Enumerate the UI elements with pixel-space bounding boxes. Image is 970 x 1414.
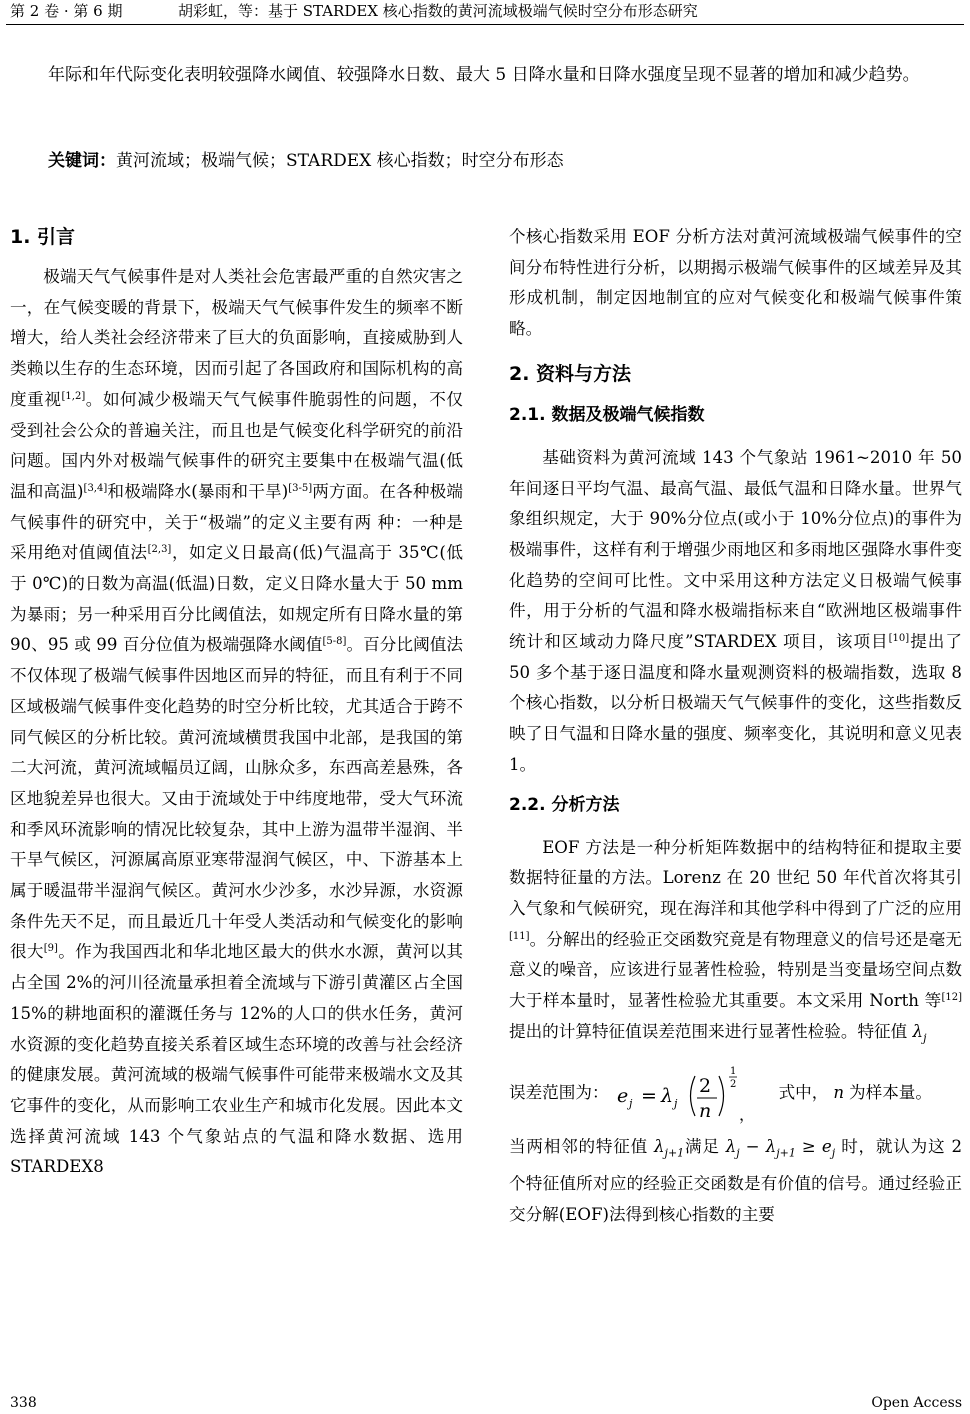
- introduction-continued: 个核心指数采用 EOF 分析方法对黄河流域极端气候事件的空间分布特性进行分析，以期揭示极端气候事件的区域差异及其形成机制，制定因地制宜的应对气候变化和极端气候事件策略。: [509, 227, 962, 339]
- page-footer: [0, 1392, 970, 1414]
- svg-text:j: j: [628, 1096, 632, 1110]
- method-paragraph: [509, 833, 962, 1054]
- keywords-text: 黄河流域；极端气候；STARDEX 核心指数；时空分布形态: [116, 151, 564, 171]
- method-text-3: 提出的计算特征值误差范围来进行显著性检验。特征值: [509, 1021, 913, 1041]
- citation-2-3: [2,3]: [147, 544, 172, 556]
- svg-text:，: ，: [738, 1104, 755, 1124]
- criterion-text-2: 满足: [684, 1136, 726, 1156]
- header-rule: [6, 24, 964, 25]
- criterion-text-1: 当两相邻的特征值: [509, 1136, 654, 1156]
- svg-text:1: 1: [729, 1065, 736, 1077]
- svg-text:2: 2: [698, 1074, 711, 1097]
- page-number: 338: [10, 1395, 37, 1411]
- subsection-2-1-title: 2.1. 数据及极端气候指数: [509, 404, 705, 425]
- north-error-formula: [613, 1062, 763, 1126]
- introduction-paragraph: [10, 262, 463, 1183]
- error-range-formula: [509, 1062, 962, 1126]
- svg-text:2: 2: [729, 1078, 736, 1090]
- citation-11: [11]: [509, 930, 530, 942]
- running-title: 胡彩虹，等：基于 STARDEX 核心指数的黄河流域极端气候时空分布形态研究: [178, 2, 698, 20]
- svg-text:=: =: [640, 1084, 657, 1107]
- formula-lead: 误差范围为：: [509, 1083, 609, 1103]
- intro-text-5: ，如定义日最高(低)气温高于 35℃(低于 0℃)的日数为高温(低温)日数，定义日降水量大于 50 mm 为暴雨；另一种采用百分比阈值法，如规定所有日降水量的第 90、95 或 99 百分位值为极端强降水阈值: [10, 543, 464, 655]
- sample-size-n: n: [833, 1083, 845, 1103]
- journal-issue: 第 2 卷 · 第 6 期: [10, 2, 123, 20]
- intro-text-1: 极端天气气候事件是对人类社会危害最严重的自然灾害之一，在气候变暖的背景下，极端天气气候事件发生的频率不断增大，给人类社会经济带来了巨大的负面影响，直接威胁到人类赖以生存的生态环境，因而引起了各国政府和国际机构的高度重视: [10, 267, 463, 409]
- lambda-j-plus-1: $\lambda_{j+1}$: [654, 1136, 685, 1160]
- abstract-tail: 年际和年代际变化表明较强降水阈值、较强降水日数、最大 5 日降水量和日降水强度呈现不显著的增加和减少趋势。: [48, 65, 920, 85]
- intro-text-2: 。如何减少极端天气气候事件脆弱性的问题，不仅受到社会公众的普遍关注，而且也是气候变化科学研究的前沿问题。国内外对极端气候事件的研究主要集中在极端气温(低温和高温): [10, 389, 464, 501]
- intro-text-4: 两方面。在各种极端气候事件的研究中，关于“极端”的定义主要有两 种：一种是采用绝对值阈值法: [10, 481, 464, 563]
- method-text-1: EOF 方法是一种分析矩阵数据中的结构特征和提取主要数据特征量的方法。Lorenz 在 20 世纪 50 年代首次将其引入气象和气候研究，现在海洋和其他学科中得到了广泛的应用: [509, 837, 962, 918]
- formula-tail-1: 式中，: [778, 1083, 829, 1103]
- formula-tail-2: 为样本量。: [849, 1083, 932, 1103]
- subsection-2-2-title: 2.2. 分析方法: [509, 794, 620, 815]
- keywords: [48, 146, 948, 176]
- citation-3-5: [3-5]: [288, 482, 313, 494]
- citation-3-4: [3,4]: [83, 482, 108, 494]
- svg-text:n: n: [698, 1099, 711, 1122]
- svg-text:e: e: [616, 1084, 628, 1107]
- intro-text-7: 。作为我国西北和华北地区最大的供水水源，黄河以其占全国 2%的河川径流量承担着全流域与下游引黄灌区占全国 15%的耕地面积的灌溉任务与 12%的人口的供水任务，黄河水资源的变化趋势直接关系着区域生态环境的改善与社会经济的健康发展。黄河流域的极端气候事件可能带来极端水文及其它事件的变化，从而影响工农业生产和城市化发展。因此本文选择黄河流域 143 个气象站点的气温和降水数据、选用 STARDEX8: [10, 942, 464, 1177]
- running-header: [0, 0, 970, 22]
- svg-text:j: j: [673, 1096, 677, 1110]
- citation-5-8: [5-8]: [322, 636, 347, 648]
- lambda-j: $\lambda_j$: [912, 1021, 927, 1045]
- criterion-text-3: 时，就认为这 2 个特征值所对应的经验正交函数是有价值的信号。通过经验正交分解(EOF)法得到核心指数的主要: [509, 1136, 963, 1224]
- data-text-1: 基础资料为黄河流域 143 个气象站 1961~2010 年 50 年间逐日平均气温、最高气温、最低气温和日降水量。世界气象组织规定，大于 90%分位点(或小于 10%分位点)的事件为极端事件，这样有利于增强少雨地区和多雨地区强降水事件变化趋势的空间可比性。文中采用这种方法定义日极端气候事件，用于分析的气温和降水极端指标来自“欧洲地区极端事件统计和区域动力降尺度”STARDEX 项目，该项目: [509, 447, 962, 652]
- citation-9: [9]: [43, 943, 58, 955]
- citation-1-2: [1,2]: [61, 390, 86, 402]
- eigenvalue-criterion-paragraph: [509, 1132, 962, 1230]
- citation-10: [10]: [888, 633, 910, 645]
- keywords-label: 关键词：: [48, 151, 116, 171]
- svg-text:λ: λ: [660, 1084, 673, 1107]
- data-text-2: 提出了 50 多个基于逐日温度和降水量观测资料的极端指数，选取 8 个核心指数，以分析日极端天气气候事件的变化，这些指数反映了日气温和日降水量的强度、频率变化，其说明和意义见表 1。: [509, 632, 962, 774]
- left-column: [10, 222, 463, 1183]
- data-paragraph: [509, 443, 962, 781]
- section-1-title: 1. 引言: [10, 226, 76, 248]
- eigenvalue-inequality: $\lambda_j - \lambda_{j+1} \ge e_j$: [725, 1136, 836, 1160]
- intro-text-6: 。百分比阈值法不仅体现了极端气候事件因地区而异的特征，而且有利于不同区域极端气候事件变化趋势的时空分析比较，尤其适合于跨不同气候区的分析比较。黄河流域横贯我国中北部，是我国的第二大河流，黄河流域幅员辽阔，山脉众多，东西高差悬殊，各区地貌差异也很大。又由于流域处于中纬度地带，受大气环流和季风环流影响的情况比较复杂，其中上游为温带半湿润、半干旱气候区，河源属高原亚寒带湿润气候区，中、下游基本上属于暖温带半湿润气候区。黄河水少沙多，水沙异源，水资源条件先天不足，而且最近几十年受人类活动和气候变化的影响很大: [10, 635, 464, 962]
- intro-text-3: 和极端降水(暴雨和干旱): [107, 481, 289, 501]
- citation-12: [12]: [941, 992, 962, 1004]
- method-text-2: 。分解出的经验正交函数究竟是有物理意义的信号还是毫无意义的噪音，应该进行显著性检验，特别是当变量场空间点数大于样本量时，显著性检验尤其重要。本文采用 North 等: [509, 929, 962, 1011]
- open-access-label: Open Access: [871, 1395, 962, 1411]
- right-column: [509, 222, 962, 1230]
- section-2-title: 2. 资料与方法: [509, 362, 632, 385]
